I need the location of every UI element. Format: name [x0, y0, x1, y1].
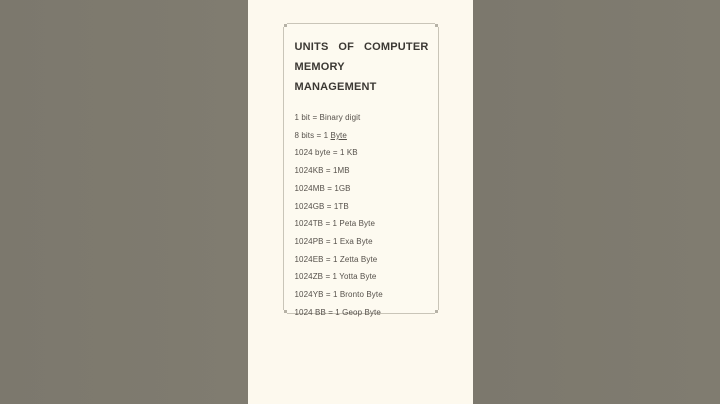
conversion-text: 1024GB = 1TB — [294, 201, 349, 211]
conversion-text: 1024YB = 1 Bronto Byte — [294, 290, 383, 300]
letterbox-right — [473, 0, 720, 404]
frame-corner-ornament — [435, 310, 442, 317]
conversion-text: 1024MB = 1GB — [294, 183, 351, 193]
conversion-text: 8 bits = 1 — [294, 130, 331, 140]
conversion-list — [295, 109, 429, 321]
conversion-row — [295, 304, 429, 322]
frame-corner-ornament — [280, 310, 287, 317]
card-title — [295, 37, 429, 97]
conversion-row — [295, 127, 429, 145]
conversion-row — [295, 162, 429, 180]
conversion-text: 1024KB = 1MB — [294, 166, 350, 176]
conversion-text: 1024 byte = 1 KB — [294, 148, 358, 158]
conversion-row — [295, 180, 429, 198]
frame-corner-ornament — [435, 20, 442, 27]
conversion-row — [295, 144, 429, 162]
conversion-row — [295, 198, 429, 216]
memory-units-card — [283, 23, 439, 317]
conversion-text: 1 bit = Binary digit — [294, 113, 361, 122]
conversion-row — [295, 251, 429, 269]
letterbox-left — [0, 0, 248, 404]
conversion-text: 1024ZB = 1 Yotta Byte — [294, 272, 377, 282]
video-content-strip — [248, 0, 473, 404]
card-content — [284, 24, 438, 321]
conversion-text: 1024PB = 1 Exa Byte — [294, 236, 373, 246]
conversion-row — [295, 268, 429, 286]
card-title-line-2: MEMORY MANAGEMENT — [294, 61, 377, 93]
conversion-text: 1024 BB = 1 Geop Byte — [294, 307, 381, 317]
conversion-row — [295, 109, 429, 127]
card-title-line-1: UNITS OF COMPUTER — [294, 41, 429, 53]
conversion-text: 1024TB = 1 Peta Byte — [294, 219, 375, 229]
conversion-row — [295, 286, 429, 304]
conversion-row — [295, 233, 429, 251]
frame-corner-ornament — [280, 20, 287, 27]
conversion-text: 1024EB = 1 Zetta Byte — [294, 254, 378, 264]
conversion-row — [295, 215, 429, 233]
conversion-underlined-text: Byte — [330, 130, 347, 140]
